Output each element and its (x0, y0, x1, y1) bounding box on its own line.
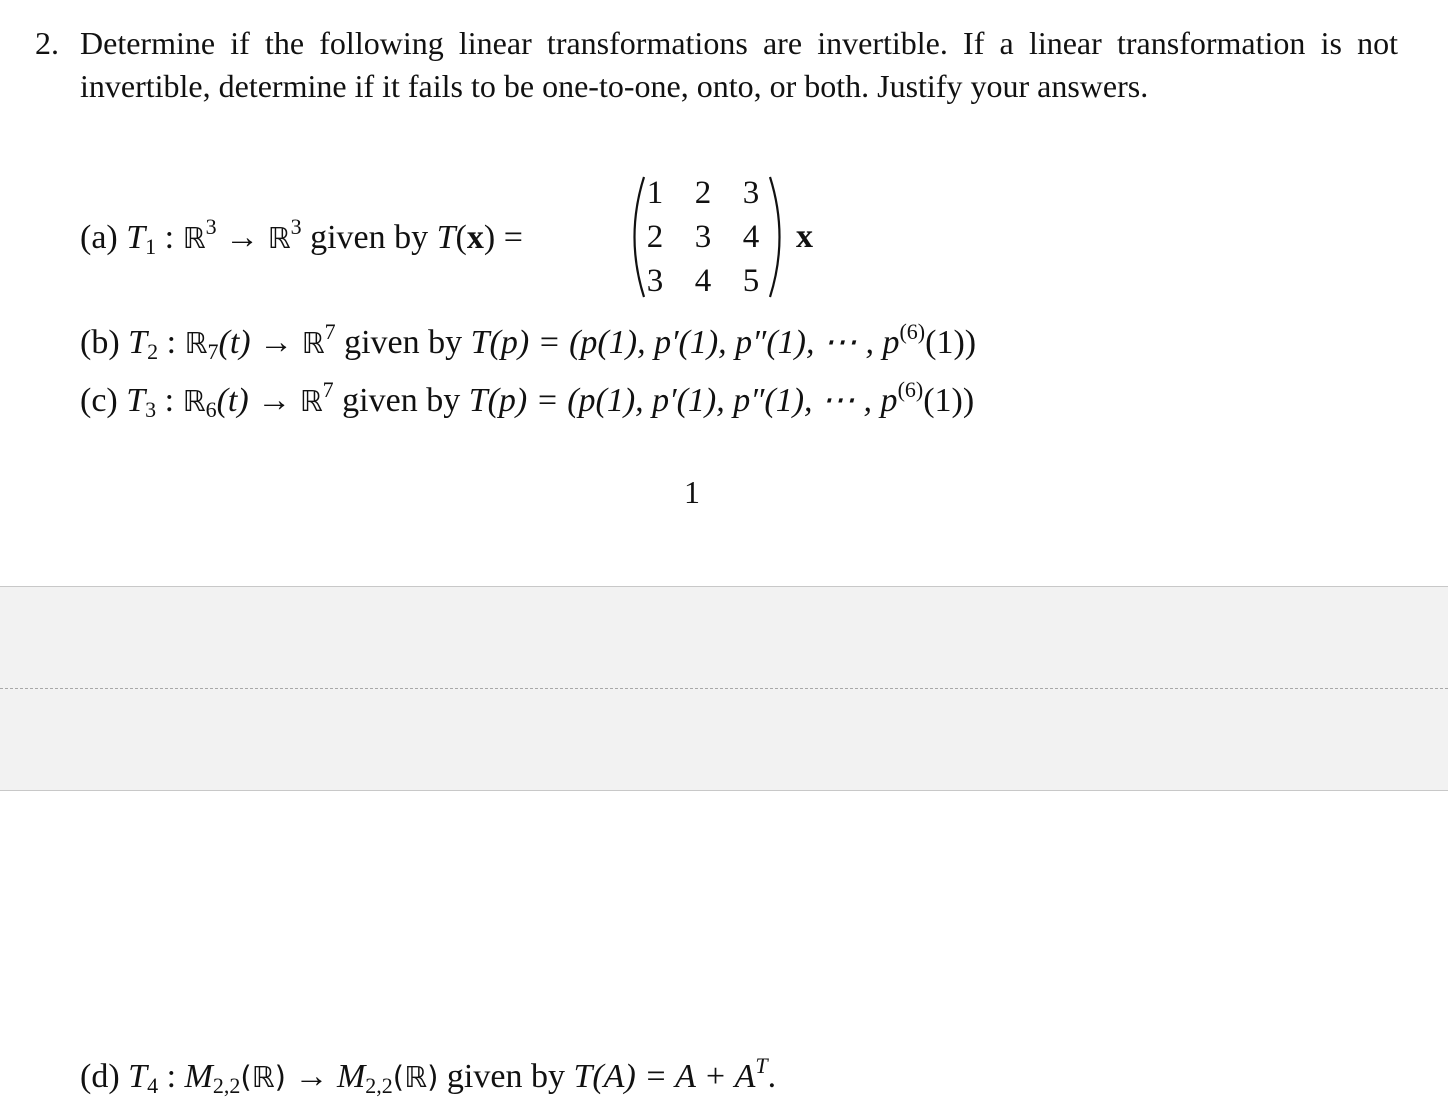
page-break-gap (0, 586, 1448, 791)
matrix (622, 171, 798, 303)
page-break-line (0, 688, 1448, 689)
matrix-cell: 1 (646, 175, 664, 211)
page-number: 1 (684, 474, 700, 510)
item-d: (d) $T_4$ : $M_{2,2}(ℝ)$ → $M_{2,2}(ℝ)$ given by $T(A) = A + A^T$. (80, 1053, 777, 1098)
matrix-cell: 5 (742, 263, 760, 299)
matrix-cell: 3 (694, 219, 712, 255)
matrix-cell: 4 (742, 219, 760, 255)
problem-number: 2. (35, 25, 59, 61)
item-c-label: (c) (80, 382, 118, 419)
item-a: (a) $T_1$ : ℝ$^3$ → ℝ$^3$ given by T(x) = (80, 214, 523, 259)
matrix-cell: 2 (646, 219, 664, 255)
item-d-label: (d) (80, 1058, 120, 1095)
matrix-cell: 3 (646, 263, 664, 299)
matrix-cell: 4 (694, 263, 712, 299)
matrix-cell: 3 (742, 175, 760, 211)
matrix-cell: 2 (694, 175, 712, 211)
problem-statement: Determine if the following linear transformations are invertible. If a linear transformation is not invertible, determine if it fails to be one-to-one, onto, or both. Justify your answers. (80, 25, 1398, 104)
item-b-label: (b) (80, 324, 120, 361)
item-a-label: (a) (80, 219, 118, 256)
vector-x: x (796, 218, 813, 255)
item-c: (c) $T_3$ : ℝ$_6$(t) → ℝ$^7$ given by T(p) = (p(1), p′(1), p″(1), ⋯ , $p^{(6)}(1)$) (80, 377, 975, 422)
item-b: (b) $T_2$ : ℝ$_7$(t) → ℝ$^7$ given by T(p) = (p(1), p′(1), p″(1), ⋯ , $p^{(6)}(1)$) (80, 319, 977, 364)
